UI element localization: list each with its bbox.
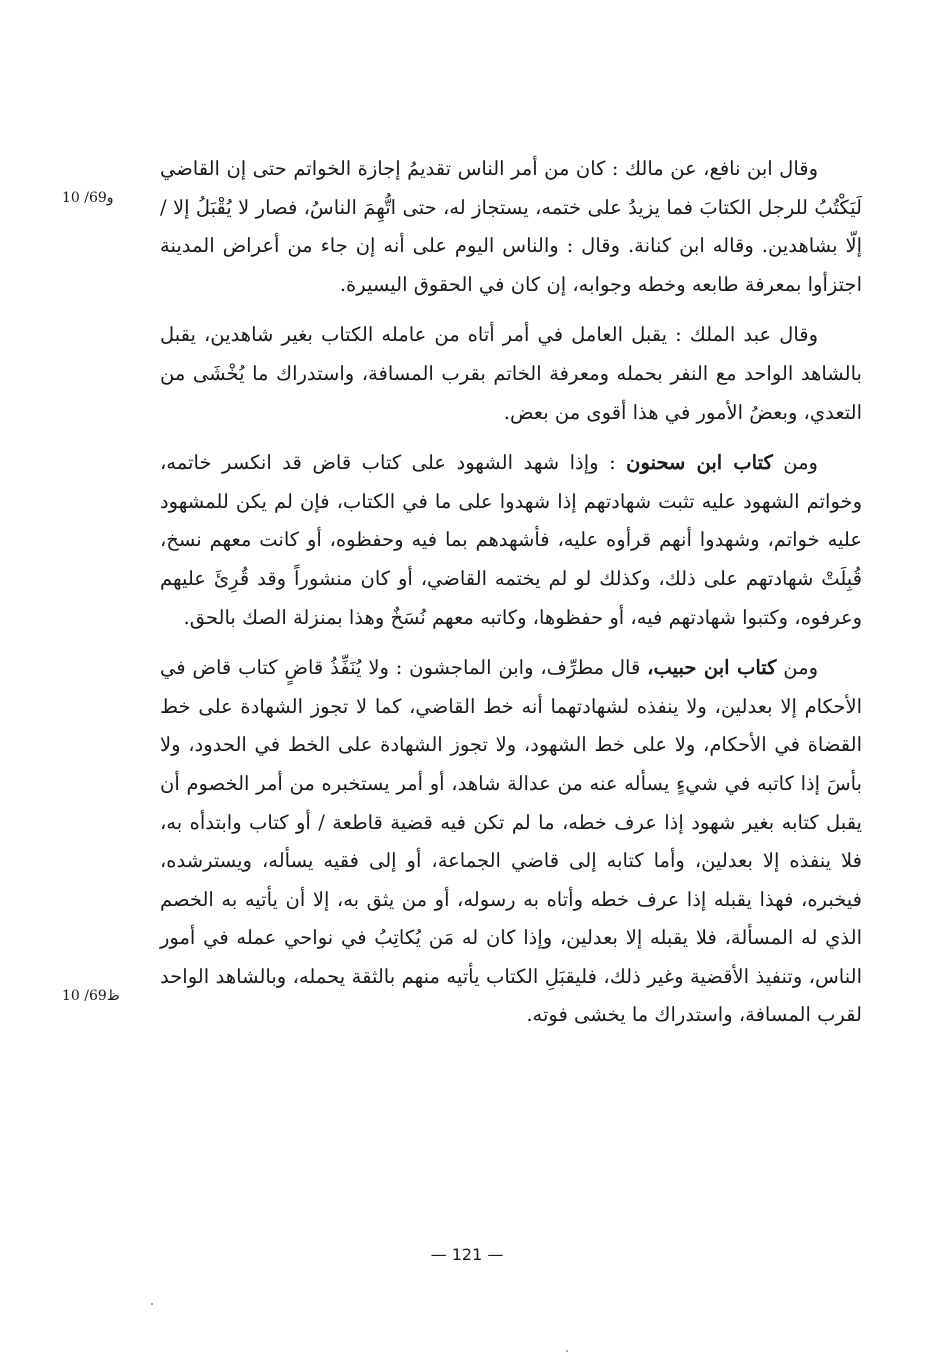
scan-speck bbox=[151, 1303, 153, 1305]
bold-source-title: كتاب ابن سحنون bbox=[626, 451, 773, 475]
text-run: وقال ابن نافع، عن مالك : كان من أمر الناس تقديمُ إجازة الخواتم حتى إن القاضي لَيَكْتُبُ للرجل الكتابَ فما يزيدُ على ختمه، يستجاز له، حتى اتُّهِمَ الناسُ، فصار لا يُقْبَلُ إلا / إلّا بشاهدين. وقاله ابن كنانة. وقال : والناس اليوم على أنه إن جاء من أعراض المدينة اجتزأوا بمعرفة طابعه وخطه وجوابه، إن كان في الحقوق اليسيرة. bbox=[160, 157, 862, 296]
scan-speck bbox=[566, 1350, 568, 1352]
text-run: وقال عبد الملك : يقبل العامل في أمر أتاه من عامله الكتاب بغير شاهدين، يقبل بالشاهد الواحد مع النفر بحمله ومعرفة الخاتم بقرب المسافة، واستدراك ما يُخْشَى من التعدي، وبعضُ الأمور في هذا أقوى من بعض. bbox=[160, 323, 862, 424]
paragraph bbox=[160, 150, 862, 304]
text-run: : وإذا شهد الشهود على كتاب قاض قد انكسر خاتمه، وخواتم الشهود عليه تثبت شهادتهم إذا شهدوا على ما في الكتاب، فإن لم يكن للمشهود عليه خواتم، وشهدوا أنهم قرأوه عليه، فأشهدهم بما فيه وحفظوه، أو كانت معهم نسخ، قُبِلَتْ شهادتهم على ذلك، وكذلك لو لم يختمه القاضي، أو كان منشوراً وقد قُرِئَ عليهم وعرفوه، وكتبوا شهادتهم فيه، أو حفظوها، وكاتبه معهم نُسَخٌ وهذا بمنزلة الصك بالحق. bbox=[160, 451, 862, 629]
page-number: — 121 — bbox=[430, 1245, 504, 1264]
bold-source-title: كتاب ابن حبيب، bbox=[647, 656, 777, 680]
paragraph bbox=[160, 444, 862, 637]
text-run: ومن bbox=[772, 451, 818, 475]
text-run: قال مطرِّف، وابن الماجشون : ولا يُنَفِّذُ قاضٍ كتاب قاض في الأحكام إلا بعدلين، ولا ينفذه لشهادتهما أنه خط القاضي، كما لا تجوز الشهادة على خط القضاة في الأحكام، ولا على خط الشهود، ولا تجوز الشهادة على الخط في الحدود، ولا بأسَ إذا كاتبه في شيءٍ يسأله عنه من عدالة شاهد، أو أمر يستخبره من أمر الخصوم أن يقبل كتابه بغير شهود إذا عرف خطه، ما لم تكن فيه قضية قاطعة / أو كتاب وابتدأه به، فلا ينفذه إلا بعدلين، وأما كتابه إلى قاضي الجماعة، أو إلى فقيه يسأله، ويسترشده، فيخبره، فهذا يقبله إذا عرف خطه وأتاه به رسوله، أو من يثق به، إلا أن يأتيه به الخصم الذي له المسألة، فلا يقبله إلا بعدلين، وإذا كان له مَن يُكاتِبُ في نواحي عمله في أمور الناس، وتنفيذ الأقضية وغير ذلك، فليقبَلِ الكتاب يأتيه منهم بالثقة يحمله، وبالشاهد الواحد لقرب المسافة، واستدراك ما يخشى فوته. bbox=[160, 656, 862, 1027]
margin-folio-note: 10 /69ظ bbox=[62, 988, 120, 1004]
paragraph bbox=[160, 649, 862, 1035]
margin-folio-note: 10 /69و bbox=[62, 190, 114, 206]
paragraph bbox=[160, 316, 862, 432]
body-text bbox=[160, 150, 862, 1047]
text-run: ومن bbox=[776, 656, 819, 680]
